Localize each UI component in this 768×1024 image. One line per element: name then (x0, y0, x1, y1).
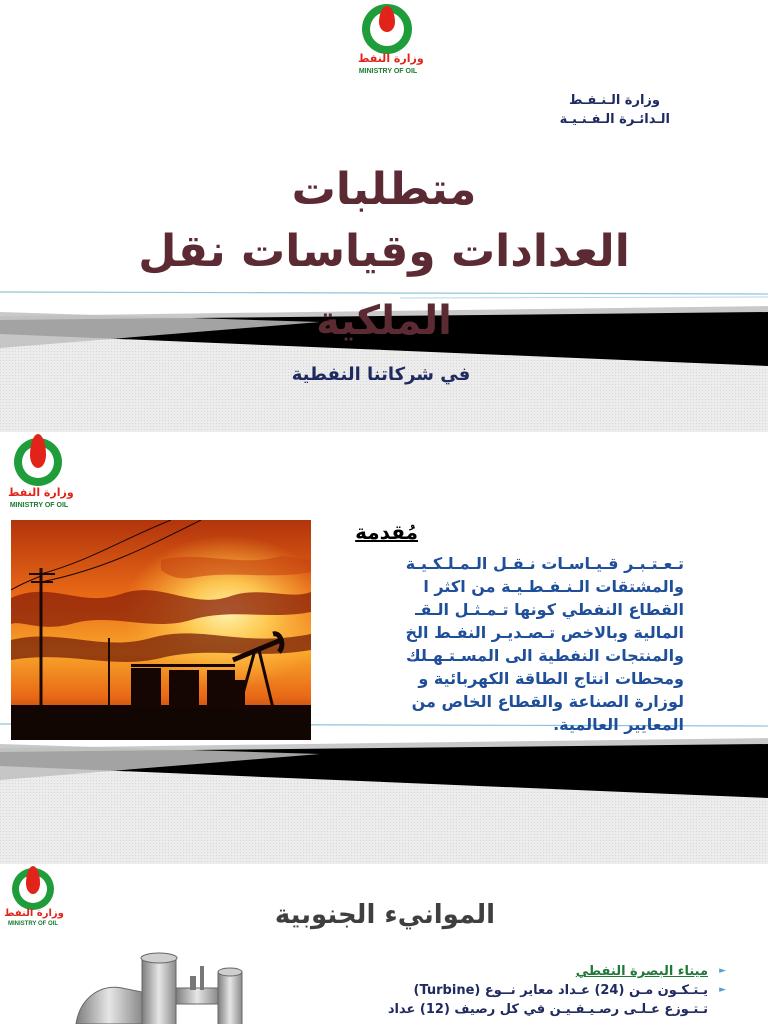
oil-drop-icon (30, 434, 46, 468)
slide-title (0, 0, 768, 432)
logo-arabic-text: وزارة النفط (4, 908, 64, 919)
sunset-oil-field-photo (11, 520, 311, 740)
bullet-text: ميناء البصرة النفطي (575, 964, 708, 979)
title-line-1: متطلبات (291, 164, 477, 215)
slide-introduction (0, 432, 768, 864)
paragraph-line: تـعـتـبـر قـيـاسـات نـقـل الـمـلـكـيـة (405, 554, 684, 573)
paragraph-line: لوزارة الصناعة والقطاع الخاص من (411, 692, 684, 711)
ports-bullet-list (288, 962, 726, 1019)
oil-drop-icon (379, 6, 395, 32)
slide-southern-ports (0, 864, 768, 1024)
ministry-logo (0, 432, 80, 512)
oil-drop-icon (26, 866, 40, 894)
paragraph-line: المالية وبالاخص تـصـديـر النفـط الخ (405, 623, 684, 642)
org-line-2: الـدائـرة الـفـنـيـة (559, 112, 670, 127)
ministry-logo (0, 864, 70, 930)
title-line-3: الملكية (316, 298, 452, 344)
logo-arabic-text: وزارة النفط (358, 52, 424, 65)
subtitle: في شركاتنا النفطية (291, 364, 471, 385)
paragraph-line: القطاع النفطي كونها تـمـثـل الـقـ (415, 600, 684, 619)
bullet-arrow-icon: ► (719, 966, 726, 976)
logo-english-text: MINISTRY OF OIL (7, 921, 58, 927)
bullet-text: تـتـوزع عـلـى رصـيـفـيـن في كل رصيف (12) عداد (387, 1002, 708, 1017)
org-line-1: وزارة الـنـفـط (569, 93, 660, 108)
ministry-logo (340, 2, 440, 82)
intro-paragraph (264, 552, 684, 736)
bullet-text: يـتـكـون مـن (24) عـداد معاير نــوع (Turbine) (413, 983, 708, 998)
bullet-item (288, 962, 726, 981)
turbine-meter-image (70, 952, 260, 1024)
bullet-item (288, 981, 726, 1000)
paragraph-line: ومحطات انتاج الطاقة الكهربائية و (418, 669, 684, 688)
paragraph-line: المعايير العالمية. (553, 715, 684, 734)
ports-heading: الموانيء الجنوبية (274, 900, 496, 930)
paragraph-line: والمنتجات النفطية الى المسـتـهـلك (405, 646, 684, 665)
bullet-arrow-icon: ► (719, 985, 726, 995)
logo-english-text: MINISTRY OF OIL (9, 502, 69, 509)
title-line-2: العدادات وقياسات نقل (138, 226, 630, 277)
paragraph-line: والمشتقات الـنـفـطـيـة من اكثر ا (423, 577, 684, 596)
intro-heading: مُقدمة (355, 520, 418, 544)
logo-english-text: MINISTRY OF OIL (358, 68, 418, 75)
bullet-item (288, 1000, 708, 1019)
logo-arabic-text: وزارة النفط (8, 486, 74, 499)
